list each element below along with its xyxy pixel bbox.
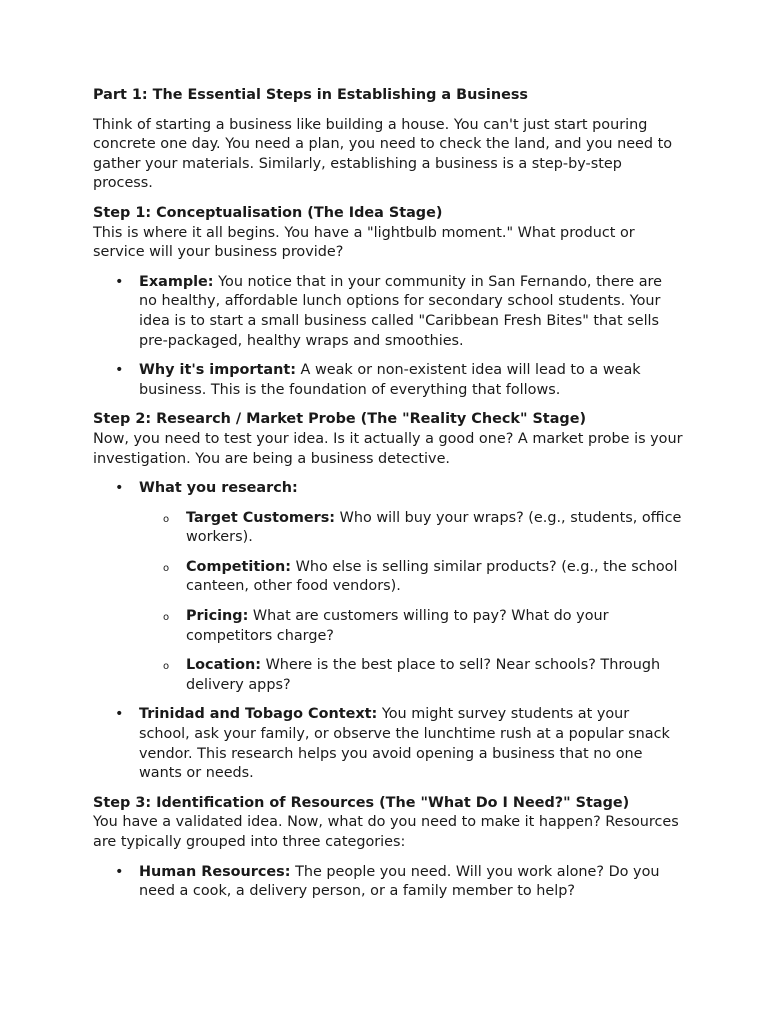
- step2-section: [93, 410, 683, 784]
- document-page: [93, 86, 683, 912]
- step1-title: Step 1: Conceptualisation (The Idea Stage): [93, 204, 443, 221]
- list-item: [139, 361, 683, 400]
- sub-bullet-label: Target Customers:: [186, 509, 336, 526]
- sublist-item: [186, 656, 683, 695]
- step2-list: [93, 479, 683, 784]
- part-title: Part 1: The Essential Steps in Establishing a Business: [93, 87, 528, 103]
- sub-bullet-label: Competition:: [186, 558, 292, 575]
- sub-bullet-text: Where is the best place to sell? Near schools? Through delivery apps?: [186, 657, 661, 693]
- list-item: [139, 705, 683, 783]
- bullet-label: Trinidad and Tobago Context:: [139, 706, 378, 723]
- step2-paragraph: [93, 410, 683, 469]
- bullet-label: Example:: [139, 273, 214, 290]
- research-sublist: [139, 509, 683, 696]
- list-item: [139, 479, 683, 695]
- bullet-text: A weak or non-existent idea will lead to a weak business. This is the foundation of everything that follows.: [139, 362, 641, 398]
- list-item: [139, 863, 683, 902]
- sub-bullet-text: What are customers willing to pay? What do your competitors charge?: [186, 608, 609, 644]
- intro-paragraph: Think of starting a business like building a house. You can't just start pouring concrete one day. You need a plan, you need to check the land, and you need to gather your materials. Similarly, establishing a business is a step-by-step process.: [93, 116, 673, 192]
- sublist-item: [186, 607, 683, 646]
- bullet-label: What you research:: [139, 480, 298, 497]
- sub-bullet-label: Location:: [186, 657, 261, 674]
- sublist-item: [186, 558, 683, 597]
- sub-bullet-label: Pricing:: [186, 608, 249, 625]
- step1-paragraph: [93, 204, 683, 263]
- sublist-item: [186, 509, 683, 548]
- step2-body: Now, you need to test your idea. Is it actually a good one? A market probe is your investigation. You are being a business detective.: [93, 430, 683, 467]
- step3-title: Step 3: Identification of Resources (The "What Do I Need?" Stage): [93, 794, 630, 811]
- bullet-label: Human Resources:: [139, 863, 291, 880]
- step3-body: You have a validated idea. Now, what do you need to make it happen? Resources are typically grouped into three categories:: [93, 814, 679, 850]
- bullet-label: Why it's important:: [139, 362, 296, 379]
- step3-section: [93, 794, 683, 902]
- sub-bullet-text: Who will buy your wraps? (e.g., students, office workers).: [186, 509, 682, 546]
- step3-list: [93, 863, 683, 902]
- step3-paragraph: [93, 794, 683, 853]
- list-item: [139, 273, 683, 351]
- bullet-text: The people you need. Will you work alone? Do you need a cook, a delivery person, or a family member to help?: [139, 863, 660, 900]
- step1-section: [93, 204, 683, 400]
- step1-body: This is where it all begins. You have a "lightbulb moment." What product or service will your business provide?: [93, 224, 635, 261]
- sub-bullet-text: Who else is selling similar products? (e.g., the school canteen, other food vendors).: [186, 558, 678, 595]
- bullet-text: You might survey students at your school, ask your family, or observe the lunchtime rush at a popular snack vendor. This research helps you avoid opening a business that no one wants or needs.: [139, 706, 670, 782]
- bullet-text: You notice that in your community in San Fernando, there are no healthy, affordable lunch options for secondary school students. Your idea is to start a small business called "Caribbean Fresh Bites" that sells pre-packaged, healthy wraps and smoothies.: [139, 273, 662, 349]
- step1-list: [93, 273, 683, 401]
- step2-title: Step 2: Research / Market Probe (The "Reality Check" Stage): [93, 411, 587, 428]
